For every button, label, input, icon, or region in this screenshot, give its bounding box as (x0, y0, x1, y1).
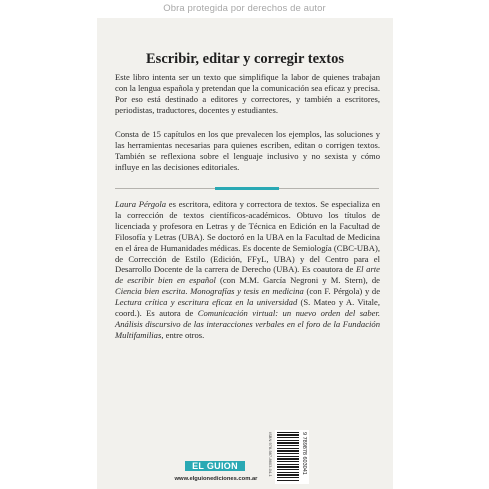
description-paragraph-1: Este libro intenta ser un texto que simplifique la labor de quienes trabajan con la lengua española y pretendan que la comunicación sea eficaz y precisa. Por eso está destinado a editores y correctores, y también a escritores, periodistas, traductores, docentes y estudiantes. (115, 72, 380, 115)
book-title-ref: Ciencia bien escrita (115, 286, 186, 297)
bio-text: (con F. Pérgola) y de (303, 286, 381, 297)
isbn-barcode (268, 430, 309, 484)
bio-text: , entre otros. (161, 329, 205, 340)
book-back-cover (97, 18, 393, 489)
description-paragraph-2: Consta de 15 capítulos en los que prevalecen los ejemplos, las soluciones y las herramientas necesarias para quienes escriben, editan o corrigen textos. También se reflexiona sobre el lenguaje inclusivo y no sexista y cómo influye en las decisiones editoriales. (115, 129, 380, 172)
barcode-digits: 9 789878 603041 (301, 432, 307, 475)
book-title-ref: Lectura crítica y escritura eficaz en la universidad (115, 297, 298, 308)
isbn-number: ISBN 978-987-8603-04-1 (268, 432, 273, 477)
book-title-ref: Comunicación virtual: un nuevo orden del saber. Análisis discursivo de las interacciones verbales en el foro de la Fundación Multifamilias (115, 308, 380, 340)
barcode-bars (277, 432, 299, 482)
copyright-watermark: Obra protegida por derechos de autor (163, 3, 326, 14)
divider-accent-bar (215, 187, 279, 190)
book-title-ref: Monografías y tesis en medicina (190, 286, 304, 297)
author-name: Laura Pérgola (115, 199, 167, 209)
bio-text: (S. Mateo y A. Vitale, coord.). Es autora de (115, 297, 380, 319)
section-divider (115, 187, 379, 190)
publisher-logo: EL GUION (185, 461, 245, 471)
bio-text: es escritora, editora y correctora de textos. Se especializa en la corrección de textos científicos-académicos. Obtuvo los títulos de licenciada y profesora en Letras y de Técnica en Edición en la Facultad de Filosofía y Letras (UBA). Se doctoró en la UBA en la Facultad de Medicina en el área de Humanidades médicas. Es docente de Semiología (CBC-UBA), de Corrección de Estilo (Edición, FFyL, UBA) y del Centro para el Desarrollo Docente de la carrera de Derecho (UBA). Es coautora de (115, 199, 380, 275)
book-title-ref: El arte de escribir bien en español (115, 264, 380, 286)
bio-text: . (185, 286, 191, 297)
bio-text: (con M.M. García Negroni y M. Stern), de (215, 275, 380, 286)
author-bio (115, 199, 380, 341)
book-title: Escribir, editar y corregir textos (146, 51, 344, 67)
publisher-url: www.elguionediciones.com.ar (174, 476, 258, 482)
